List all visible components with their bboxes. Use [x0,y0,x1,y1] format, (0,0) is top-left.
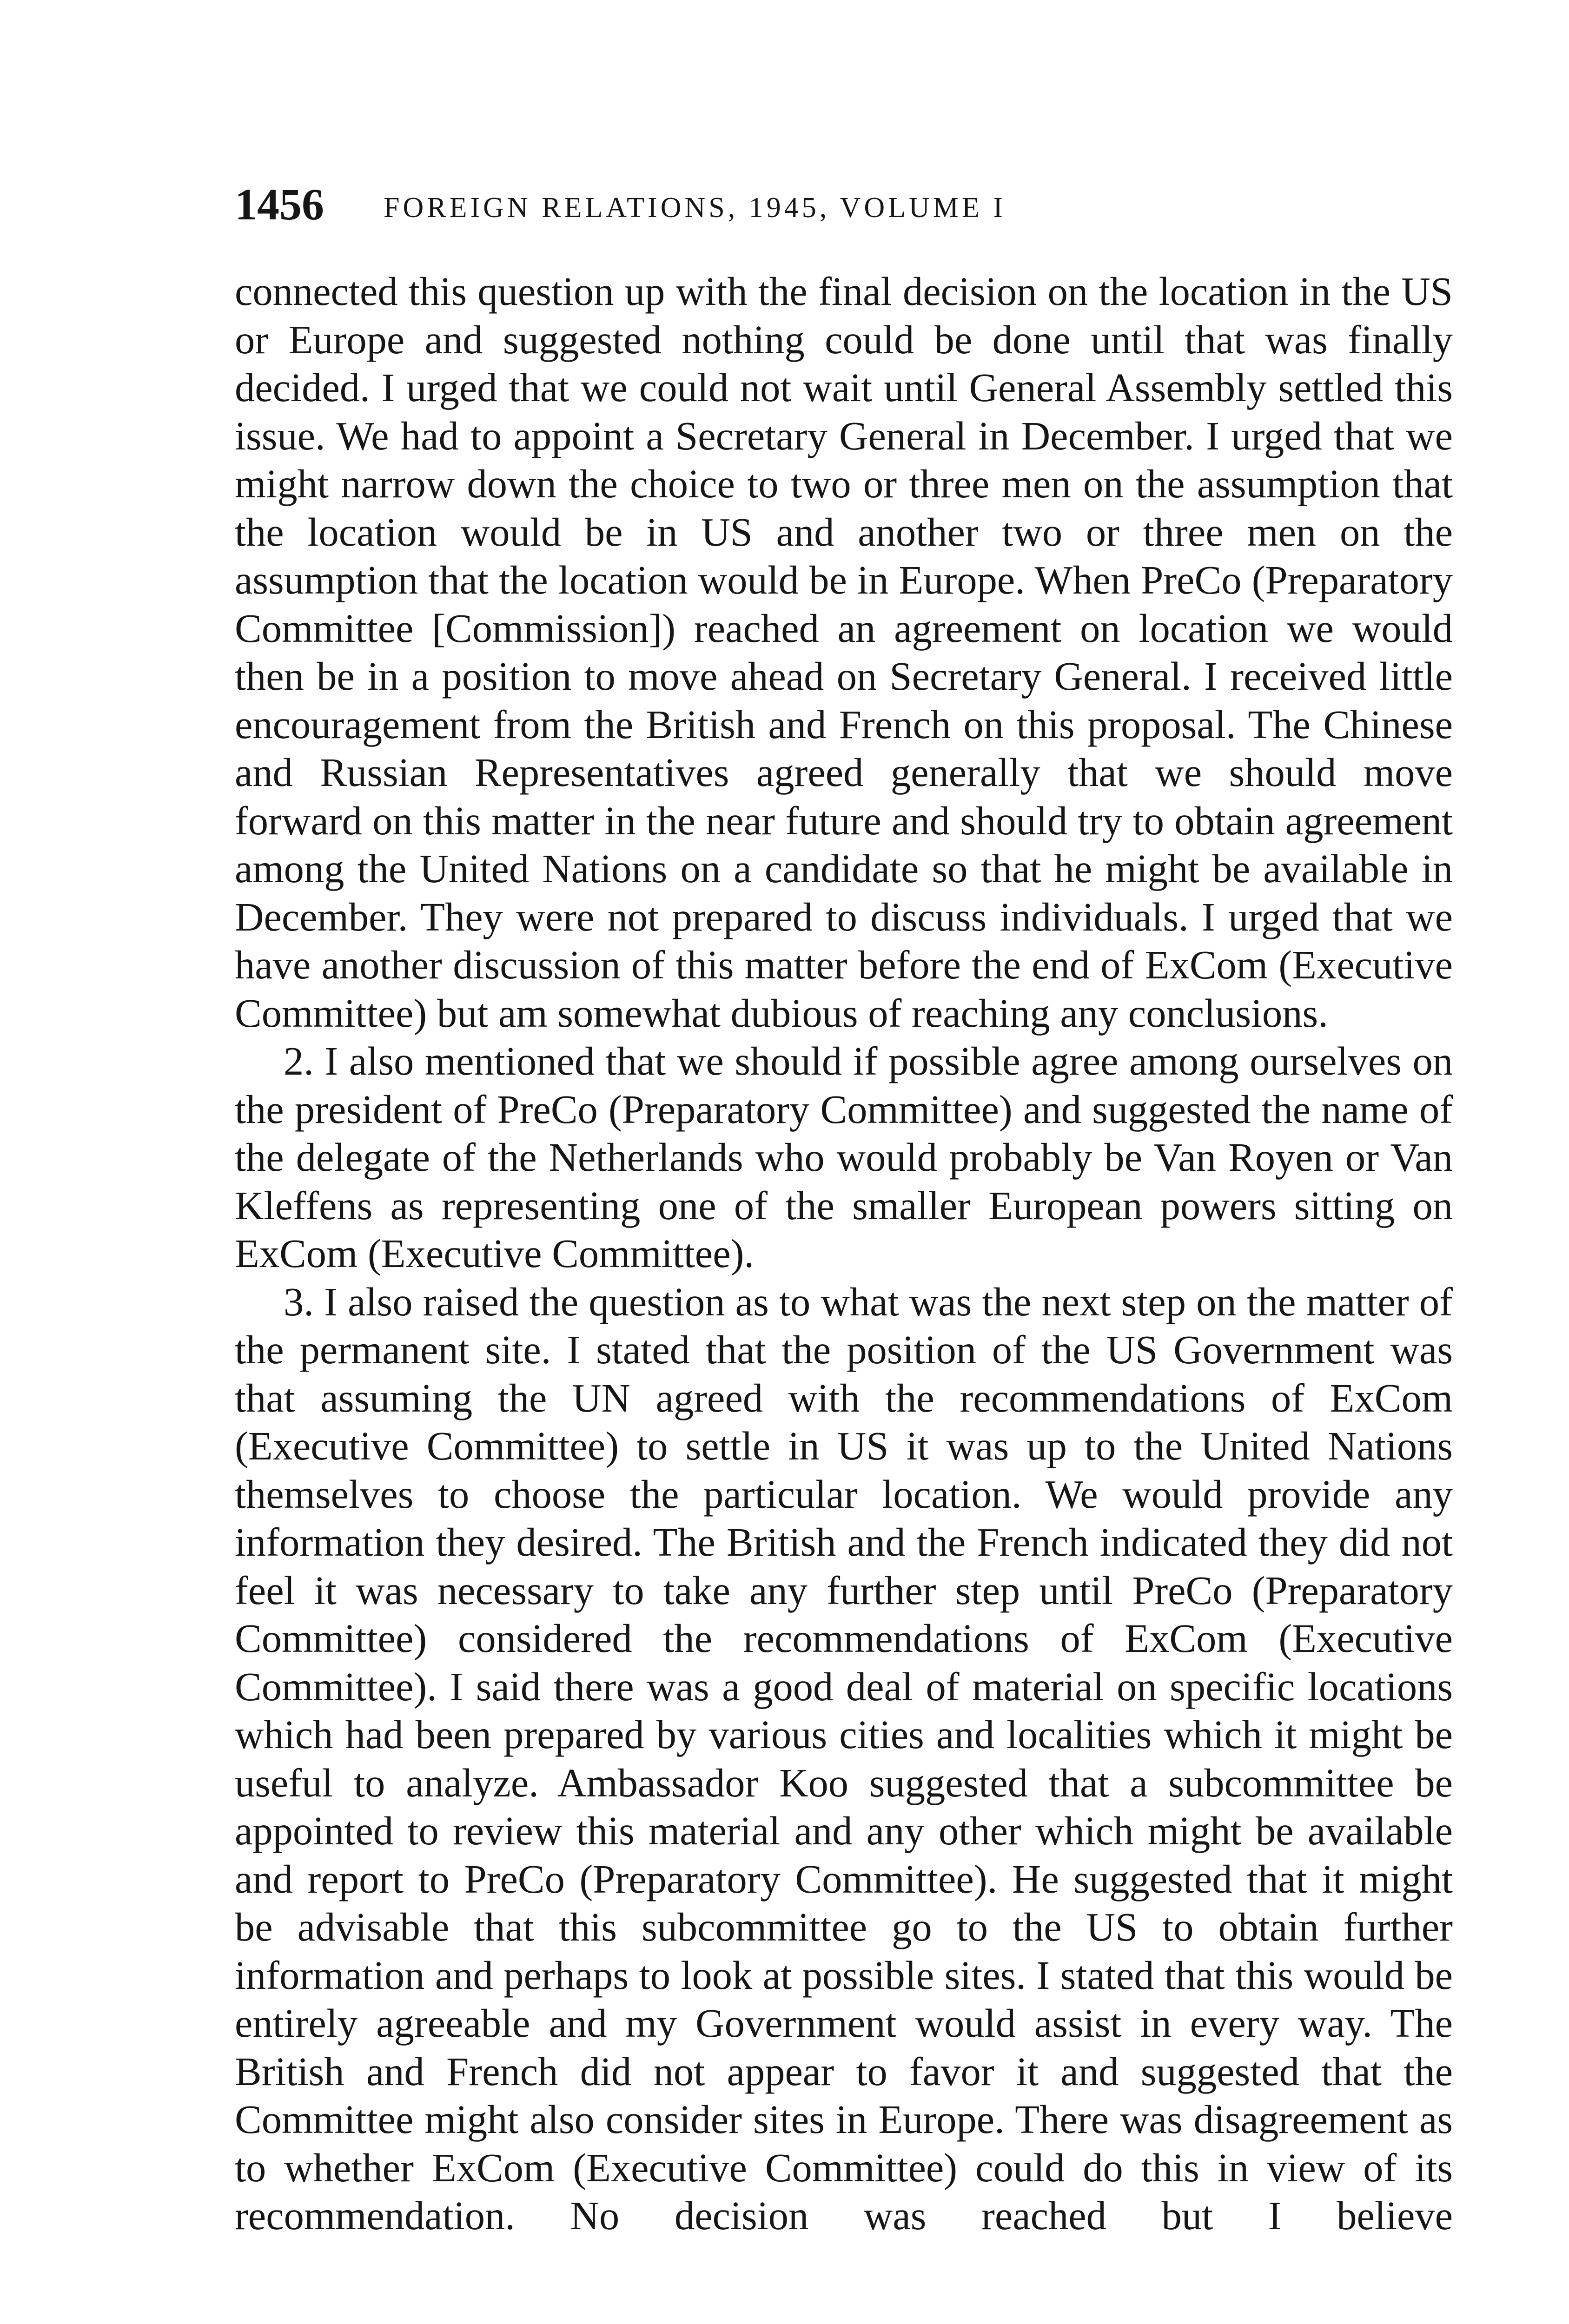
paragraph-3: 3. I also raised the question as to what was the next step on the matter of the permanent site. I stated that the position of the US Government was that assuming the UN agreed with the recommendations of ExCom (Executive Committee) to settle in US it was up to the United Nations themselves to choose the particular location. We would provide any information they desired. The British and the French indicated they did not feel it was necessary to take any further step until PreCo (Preparatory Committee) considered the recommendations of ExCom (Executive Committee). I said there was a good deal of material on specific locations which had been prepared by various cities and localities which it might be useful to analyze. Ambassador Koo suggested that a subcommittee be appointed to review this material and any other which might be available and report to PreCo (Preparatory Committee). He suggested that it might be advisable that this subcommittee go to the US to obtain further information and perhaps to look at possible sites. I stated that this would be entirely agreeable and my Government would assist in every way. The British and French did not appear to favor it and suggested that the Committee might also consider sites in Europe. There was disagreement as to whether ExCom (Executive Committee) could do this in view of its recommendation. No decision was reached but I believe [235,1279,1453,2238]
body-text [235,268,1453,2240]
paragraph-1: connected this question up with the final decision on the location in the US or Europe and suggested nothing could be done until that was finally decided. I urged that we could not wait until General Assembly settled this issue. We had to appoint a Secretary General in December. I urged that we might narrow down the choice to two or three men on the assumption that the location would be in US and another two or three men on the assumption that the location would be in Europe. When PreCo (Preparatory Committee [Commission]) reached an agreement on location we would then be in a position to move ahead on Secretary General. I received little encouragement from the British and French on this proposal. The Chinese and Russian Representatives agreed generally that we should move forward on this matter in the near future and should try to obtain agreement among the United Nations on a candidate so that he might be available in December. They were not prepared to discuss individuals. I urged that we have another discussion of this matter before the end of ExCom (Executive Committee) but am somewhat dubious of reaching any conclusions. [235,269,1453,1036]
paragraph-2: 2. I also mentioned that we should if possible agree among ourselves on the president of PreCo (Preparatory Committee) and suggested the name of the delegate of the Netherlands who would probably be Van Royen or Van Kleffens as representing one of the smaller European powers sitting on ExCom (Executive Committee). [235,1039,1453,1276]
running-head [235,179,1453,239]
page-number: 1456 [235,179,324,229]
running-head-title: FOREIGN RELATIONS, 1945, VOLUME I [384,192,1006,224]
